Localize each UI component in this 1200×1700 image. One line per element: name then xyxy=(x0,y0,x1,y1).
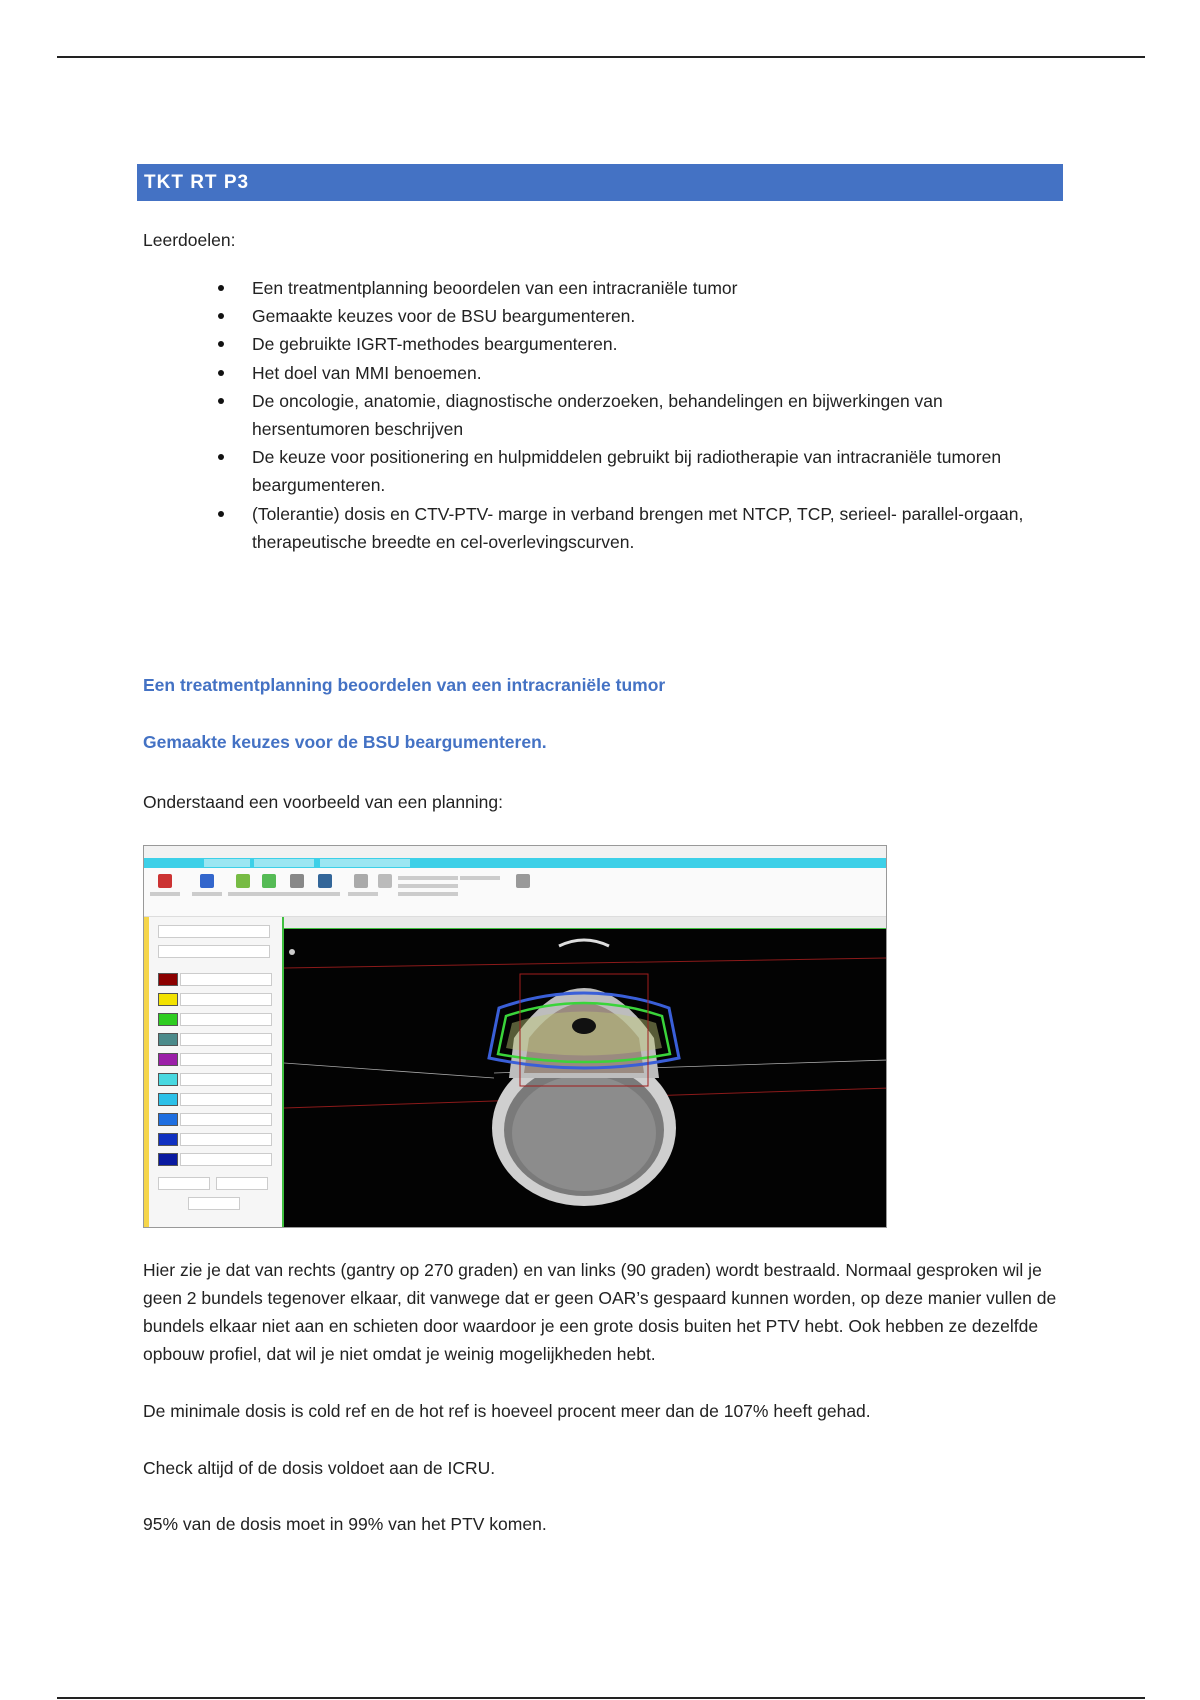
structure-swatch xyxy=(158,1013,178,1026)
paragraph-beam-directions: Hier zie je dat van rechts (gantry op 270 graden) en van links (90 graden) wordt bestraald. Normaal gesproken wil je geen 2 bundels tegenover elkaar, dit vanwege dat er geen OAR’s gespaard kunnen worden, op deze manier vullen de bundels elkaar niet aan en schieten door waardoor je een grote dosis buiten het PTV hebt. Ook hebben ze dezelfde opbouw profiel, dat wil je niet omdat je weinig mogelijkheden hebt. xyxy=(143,1260,1057,1364)
structure-swatch xyxy=(158,993,178,1006)
screenshot-ribbon xyxy=(144,868,886,917)
ct-view xyxy=(284,917,887,1228)
paragraph-icru: Check altijd of de dosis voldoet aan de ICRU. xyxy=(143,1458,496,1478)
structure-swatch xyxy=(158,1153,178,1166)
ct-slice-image xyxy=(284,928,887,1228)
intro-text: Onderstaand een voorbeeld van een planning: xyxy=(143,792,503,812)
structure-swatch xyxy=(158,1033,178,1046)
list-item: Het doel van MMI benoemen. xyxy=(252,359,1062,387)
learning-goals-list xyxy=(252,274,1062,556)
structure-swatch xyxy=(158,1093,178,1106)
top-rule xyxy=(57,56,1145,58)
list-item: De gebruikte IGRT-methodes beargumenteren. xyxy=(252,330,1062,358)
list-item: (Tolerantie) dosis en CTV-PTV- marge in verband brengen met NTCP, TCP, serieel- parallel-orgaan, therapeutische breedte en cel-overlevingscurven. xyxy=(252,500,1062,556)
treatment-planning-screenshot xyxy=(143,845,887,1228)
bottom-rule xyxy=(57,1697,1145,1699)
section-heading-bsu: Gemaakte keuzes voor de BSU beargumenteren. xyxy=(143,732,547,752)
screenshot-tab-bar xyxy=(144,858,886,868)
paragraph-ptv-coverage: 95% van de dosis moet in 99% van het PTV komen. xyxy=(143,1514,547,1534)
structure-swatch xyxy=(158,1133,178,1146)
list-item: Een treatmentplanning beoordelen van een intracraniële tumor xyxy=(252,274,1062,302)
structure-list-panel xyxy=(144,917,284,1228)
section-heading-treatmentplanning: Een treatmentplanning beoordelen van een intracraniële tumor xyxy=(143,675,666,695)
paragraph-cold-hot-ref: De minimale dosis is cold ref en de hot ref is hoeveel procent meer dan de 107% heeft gehad. xyxy=(143,1401,871,1421)
structure-swatch xyxy=(158,1073,178,1086)
list-item: De keuze voor positionering en hulpmiddelen gebruikt bij radiotherapie van intracraniële tumoren beargumenteren. xyxy=(252,443,1062,499)
document-title: TKT RT P3 xyxy=(137,164,1063,201)
learning-goals-label: Leerdoelen: xyxy=(143,230,236,250)
structure-swatch xyxy=(158,1053,178,1066)
list-item: Gemaakte keuzes voor de BSU beargumenteren. xyxy=(252,302,1062,330)
list-item: De oncologie, anatomie, diagnostische onderzoeken, behandelingen en bijwerkingen van hersentumoren beschrijven xyxy=(252,387,1062,443)
structure-swatch xyxy=(158,973,178,986)
structure-swatch xyxy=(158,1113,178,1126)
